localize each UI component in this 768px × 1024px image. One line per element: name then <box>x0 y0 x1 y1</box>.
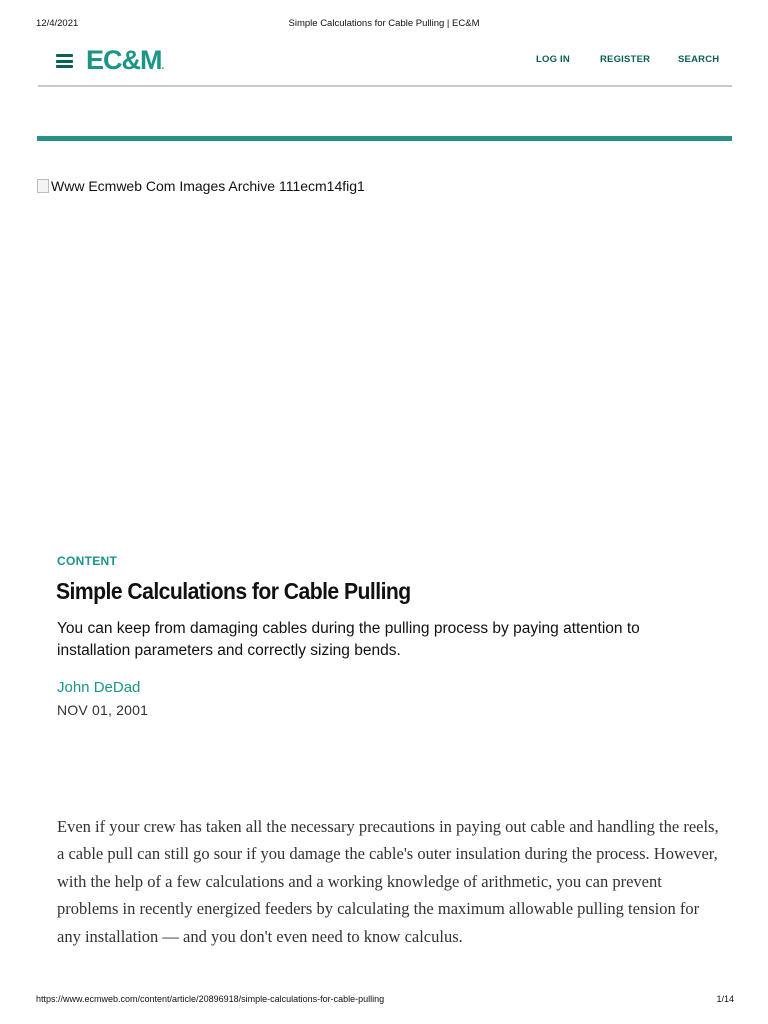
article-body-paragraph: Even if your crew has taken all the necessary precautions in paying out cable and handling the reels, a cable pull can still go sour if you damage the cable's outer insulation during the process. However, with the help of a few calculations and a working knowledge of arithmetic, you can prevent problems in recently energized feeders by calculating the maximum allowable pulling tension for any installation — and you don't even need to know calculus. <box>57 817 719 946</box>
article-category[interactable]: CONTENT <box>57 554 118 568</box>
login-link[interactable]: LOG IN <box>536 54 570 65</box>
print-url: https://www.ecmweb.com/content/article/20896918/simple-calculations-for-cable-pulling <box>36 994 385 1004</box>
author-link[interactable]: John DeDad <box>57 679 141 696</box>
logo-dot: . <box>161 61 164 72</box>
site-header <box>38 40 732 87</box>
article-title: Simple Calculations for Cable Pulling <box>56 578 411 604</box>
publish-date: NOV 01, 2001 <box>57 702 149 718</box>
site-logo[interactable] <box>86 45 163 76</box>
print-footer <box>0 994 768 1008</box>
print-page-title: Simple Calculations for Cable Pulling | EC&M <box>288 18 480 29</box>
print-page-number: 1/14 <box>716 994 734 1004</box>
article-subtitle: You can keep from damaging cables during the pulling process by paying attention to installation parameters and correctly sizing bends. <box>57 620 640 659</box>
image-alt-text: Www Ecmweb Com Images Archive 111ecm14fig1 <box>51 178 365 194</box>
menu-icon[interactable] <box>56 54 73 68</box>
register-link[interactable]: REGISTER <box>600 54 651 65</box>
search-link[interactable]: SEARCH <box>678 54 720 65</box>
print-header <box>0 18 768 32</box>
logo-text: EC&M <box>86 45 162 75</box>
print-date: 12/4/2021 <box>36 18 79 29</box>
section-divider <box>37 136 732 141</box>
article-image <box>37 178 732 518</box>
broken-image-icon <box>37 179 49 193</box>
